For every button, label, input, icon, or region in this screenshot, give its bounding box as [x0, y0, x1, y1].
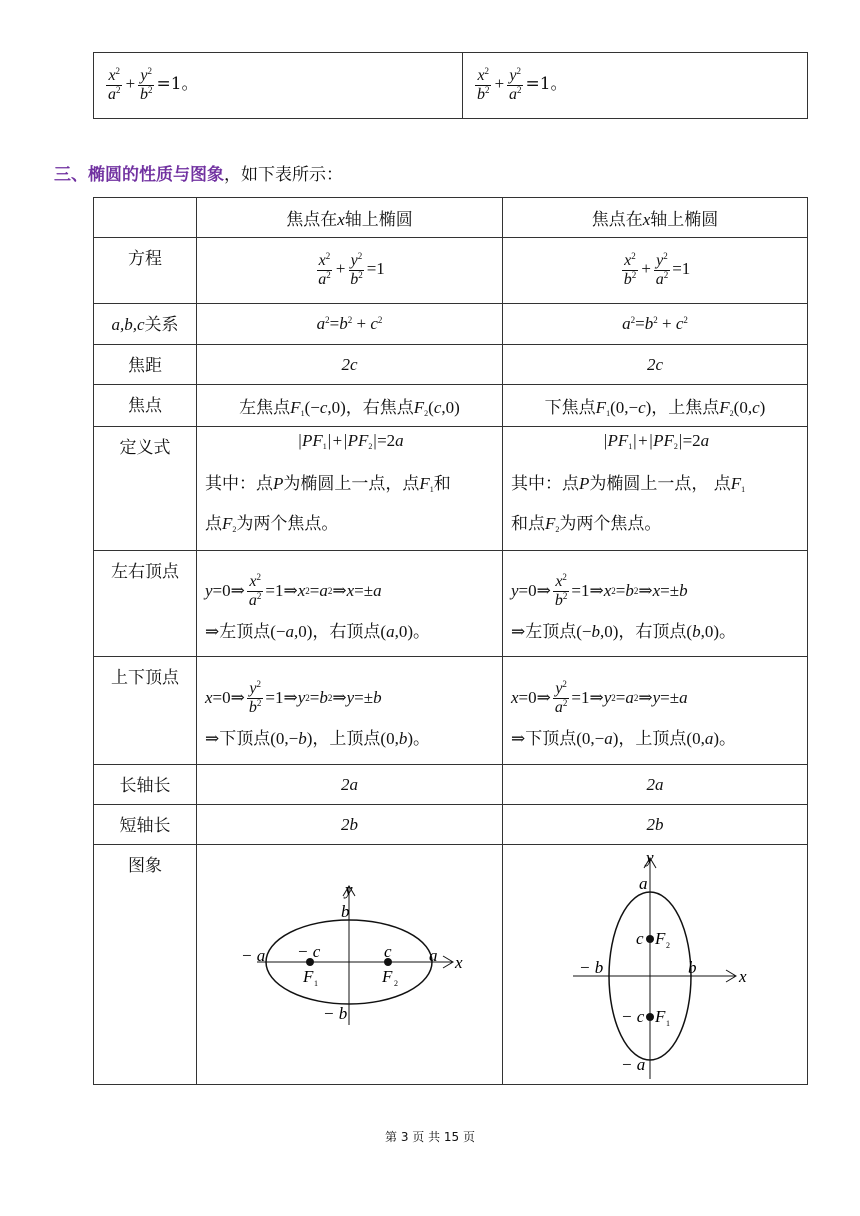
heading-title: 三、椭圆的性质与图象: [54, 165, 224, 185]
equation-x: $\frac{x^2}{a^2}$ + $\frac{y^2}{b^2}$ =1: [197, 238, 503, 304]
row-label-foci: 焦点: [94, 385, 197, 427]
major-axis-y: 2a: [502, 765, 807, 805]
top-right-cell: $\frac{x^2}{b^2}$ + $\frac{y^2}{a^2}$ =1。: [463, 53, 808, 119]
row-label-definition: 定义式: [94, 427, 197, 551]
row-label-major-axis: 长轴长: [94, 765, 197, 805]
definition-y: $|PF_1|+|PF_2|=2a$ 其中：点P为椭圆上一点， 点$F_1$ 和点$F_2$为两个焦点。: [502, 427, 807, 551]
svg-text:− a: − a: [620, 1055, 646, 1074]
svg-text:− b: − b: [578, 958, 604, 977]
minor-axis-x: 2b: [197, 805, 503, 845]
relation-x: $a^2=b^2 + c^2$: [197, 304, 503, 345]
focal-distance-y: 2c: [502, 345, 807, 385]
svg-text:c: c: [635, 929, 644, 948]
section-heading: [54, 160, 343, 185]
svg-text:− c: − c: [620, 1007, 645, 1026]
row-label-relation: a,b,c关系: [94, 304, 197, 345]
svg-text:F: F: [654, 1007, 666, 1026]
major-axis-x: 2a: [197, 765, 503, 805]
vertical-ellipse-diagram: [503, 845, 807, 1079]
graph-y-ellipse: [502, 845, 807, 1085]
svg-text:x: x: [738, 967, 747, 986]
svg-text:b: b: [341, 902, 350, 921]
equation-y: $\frac{x^2}{b^2}$ + $\frac{y^2}{a^2}$ =1: [502, 238, 807, 304]
row-label-lr-vertices: 左右顶点: [94, 551, 197, 657]
page-footer: 第 3 页 共 15 页: [385, 1130, 475, 1144]
heading-suffix: ，如下表所示：: [224, 165, 343, 185]
ud-vertices-x: x =0⇒ $\frac{y^2}{b^2}$ =1⇒ y 2 = b 2 ⇒ y =± b ⇒下顶点(0,−b)，上顶点(0,b)。: [197, 657, 503, 765]
row-label-graph: 图象: [94, 845, 197, 1085]
header-x-foci: 焦点在x轴上椭圆: [197, 198, 503, 238]
svg-text:a: a: [429, 946, 438, 965]
svg-text:2: 2: [394, 979, 398, 988]
corner-cell: [94, 198, 197, 238]
relation-y: $a^2=b^2 + c^2$: [502, 304, 807, 345]
row-label-ud-vertices: 上下顶点: [94, 657, 197, 765]
svg-text:1: 1: [665, 1019, 670, 1028]
svg-text:y: y: [345, 880, 353, 899]
graph-x-ellipse: [197, 845, 503, 1085]
row-label-equation: 方程: [94, 238, 197, 304]
top-table: [93, 52, 808, 119]
header-y-foci: 焦点在x轴上椭圆: [502, 198, 807, 238]
svg-text:F: F: [382, 967, 393, 986]
ellipse-properties-table: [93, 197, 808, 1085]
horizontal-ellipse-diagram: [197, 845, 501, 1079]
lr-vertices-x: y =0⇒ $\frac{x^2}{a^2}$ =1⇒ x 2 = a 2 ⇒ x =± a ⇒左顶点(−a,0)，右顶点(a,0)。: [197, 551, 503, 657]
minor-axis-y: 2b: [502, 805, 807, 845]
top-left-cell: $\frac{x^2}{a^2}$ + $\frac{y^2}{b^2}$ =1。: [94, 53, 463, 119]
svg-text:a: a: [638, 874, 648, 893]
svg-text:F: F: [654, 929, 666, 948]
definition-x: $|PF_1|+|PF_2|=2a$ 其中：点P为椭圆上一点，点$F_1$和 点$F_2$为两个焦点。: [197, 427, 503, 551]
row-label-minor-axis: 短轴长: [94, 805, 197, 845]
focal-distance-x: 2c: [197, 345, 503, 385]
svg-text:F: F: [303, 967, 314, 986]
row-label-focal-distance: 焦距: [94, 345, 197, 385]
svg-text:x: x: [455, 953, 463, 972]
equation-tail: =1。: [525, 74, 568, 95]
foci-x: 左焦点$F_1(-c,0)$，右焦点$F_2(c,0)$: [197, 385, 503, 427]
foci-y: 下焦点$F_1(0,-c)$，上焦点$F_2(0,c)$: [502, 385, 807, 427]
ud-vertices-y: x =0⇒ $\frac{y^2}{a^2}$ =1⇒ y 2 = a 2 ⇒ y =± a ⇒下顶点(0,−a)，上顶点(0,a)。: [502, 657, 807, 765]
svg-text:− c: − c: [297, 942, 321, 961]
svg-text:y: y: [645, 848, 654, 867]
svg-text:− a: − a: [241, 946, 266, 965]
svg-text:− b: − b: [323, 1004, 348, 1023]
svg-text:c: c: [384, 942, 392, 961]
svg-text:2: 2: [665, 941, 670, 950]
lr-vertices-y: y =0⇒ $\frac{x^2}{b^2}$ =1⇒ x 2 = b 2 ⇒ x =± b ⇒左顶点(−b,0)，右顶点(b,0)。: [502, 551, 807, 657]
equation-tail: =1。: [156, 74, 199, 95]
svg-text:1: 1: [314, 979, 318, 988]
svg-text:b: b: [687, 958, 697, 977]
